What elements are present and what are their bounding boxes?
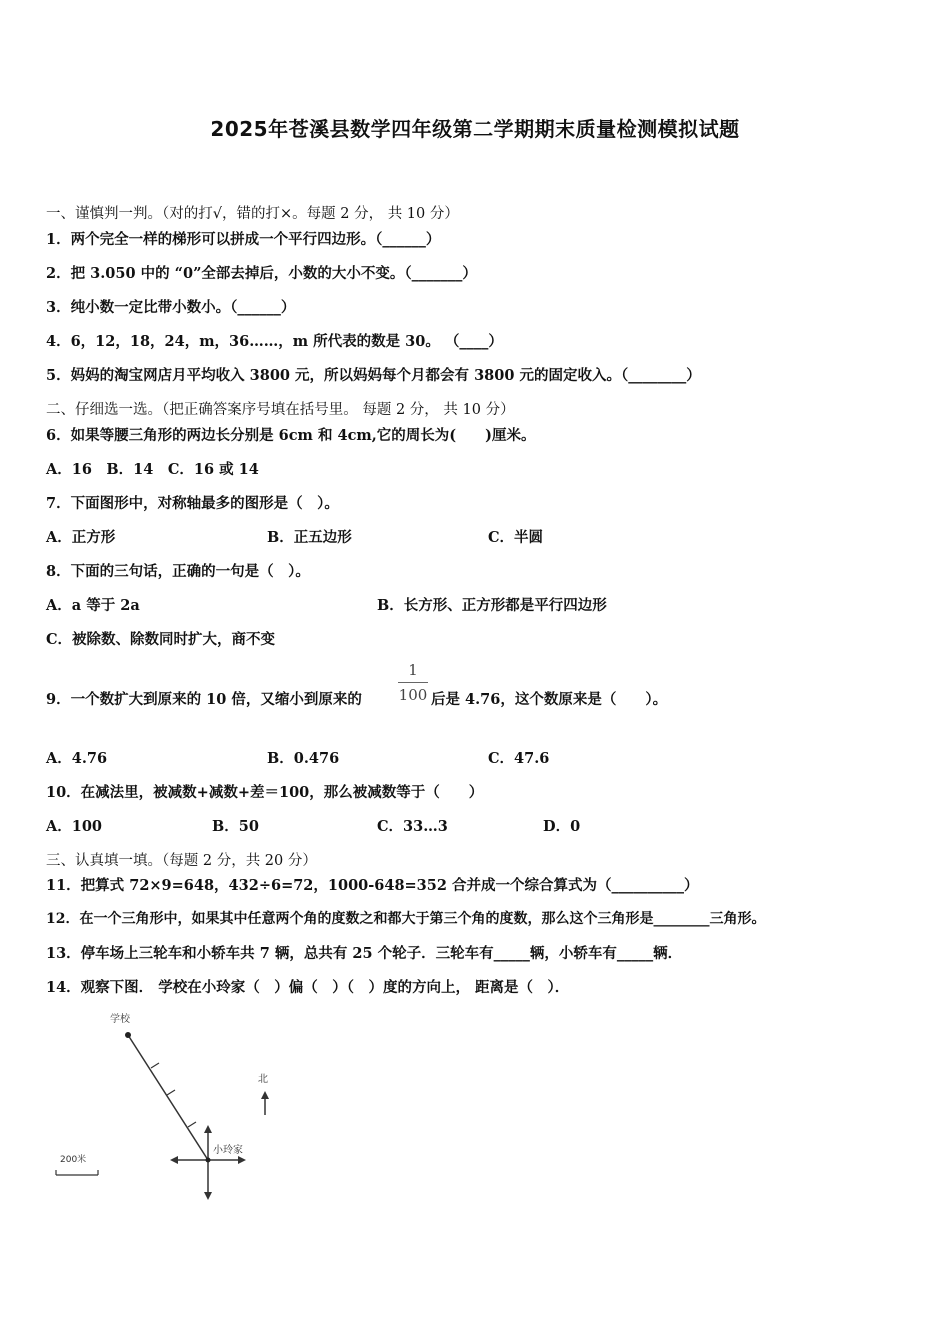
question-10-option-c: C．33…3 bbox=[377, 818, 448, 835]
fraction-bar bbox=[398, 682, 428, 683]
school-point bbox=[125, 1032, 131, 1038]
question-4: 4．6，12，18，24，m，36……，m 所代表的数是 30。 （____） bbox=[46, 333, 503, 350]
compass-arrow-north-icon bbox=[204, 1125, 212, 1133]
question-7-option-b: B．正五边形 bbox=[267, 529, 352, 546]
home-point bbox=[206, 1158, 211, 1163]
question-9-part-2: 后是 4.76，这个数原来是（ ）。 bbox=[431, 691, 668, 708]
distance-tick bbox=[188, 1122, 196, 1127]
question-10-option-a: A．100 bbox=[46, 818, 103, 835]
question-10-option-b: B．50 bbox=[212, 818, 259, 835]
question-9-part-1: 9．一个数扩大到原来的 10 倍，又缩小到原来的 bbox=[46, 691, 362, 708]
distance-tick bbox=[151, 1063, 159, 1068]
question-7: 7．下面图形中，对称轴最多的图形是（ ）。 bbox=[46, 495, 339, 512]
question-8: 8．下面的三句话，正确的一句是（ ）。 bbox=[46, 563, 310, 580]
question-3: 3．纯小数一定比带小数小。（______） bbox=[46, 299, 296, 316]
section-1-heading: 一、谨慎判一判。（对的打√，错的打×。每题 2 分， 共 10 分） bbox=[46, 206, 459, 222]
compass-arrow-east-icon bbox=[238, 1156, 246, 1164]
section-2-heading: 二、仔细选一选。（把正确答案序号填在括号里。 每题 2 分， 共 10 分） bbox=[46, 402, 515, 418]
question-9-option-b: B．0.476 bbox=[267, 750, 340, 767]
distance-tick bbox=[167, 1090, 175, 1095]
question-8-option-c: C．被除数、除数同时扩大，商不变 bbox=[46, 631, 276, 648]
north-label: 北 bbox=[258, 1074, 268, 1085]
section-3-heading: 三、认真填一填。（每题 2 分，共 20 分） bbox=[46, 853, 317, 869]
fraction-numerator: 1 bbox=[408, 661, 418, 679]
fraction-one-hundredth bbox=[398, 660, 428, 705]
home-label: 小玲家 bbox=[213, 1145, 243, 1156]
question-13: 13．停车场上三轮车和小轿车共 7 辆，总共有 25 个轮子．三轮车有_____辆，小轿车有_____辆． bbox=[46, 945, 683, 962]
question-12: 12．在一个三角形中，如果其中任意两个角的度数之和都大于第三个角的度数，那么这个三角形是________三角形。 bbox=[46, 911, 766, 927]
question-14: 14．观察下图． 学校在小玲家（ ）偏（ ）（ ）度的方向上， 距离是（ ）． bbox=[46, 979, 570, 996]
question-9-option-c: C．47.6 bbox=[488, 750, 550, 767]
question-6: 6．如果等腰三角形的两边长分别是 6cm 和 4cm,它的周长为( )厘米。 bbox=[46, 427, 536, 444]
question-7-option-c: C．半圆 bbox=[488, 529, 544, 546]
question-1: 1．两个完全一样的梯形可以拼成一个平行四边形。（______） bbox=[46, 231, 441, 248]
question-6-options: A．16 B．14 C．16 或 14 bbox=[46, 461, 259, 478]
question-7-option-a: A．正方形 bbox=[46, 529, 116, 546]
question-9-option-a: A．4.76 bbox=[46, 750, 108, 767]
question-10-option-d: D．0 bbox=[543, 818, 581, 835]
page-title: 2025年苍溪县数学四年级第二学期期末质量检测模拟试题 bbox=[210, 117, 740, 141]
question-11: 11．把算式 72×9=648，432÷6=72，1000-648=352 合并成一个综合算式为（__________） bbox=[46, 877, 699, 894]
direction-map-figure bbox=[40, 1005, 280, 1205]
question-2: 2．把 3.050 中的 “0”全部去掉后，小数的大小不变。（_______） bbox=[46, 265, 477, 282]
question-5: 5．妈妈的淘宝网店月平均收入 3800 元，所以妈妈每个月都会有 3800 元的固定收入。（________） bbox=[46, 367, 701, 384]
question-8-option-b: B．长方形、正方形都是平行四边形 bbox=[377, 597, 607, 614]
question-10: 10．在减法里，被减数+减数+差＝100，那么被减数等于（ ） bbox=[46, 784, 484, 801]
question-8-option-a: A．a 等于 2a bbox=[46, 597, 140, 614]
compass-arrow-west-icon bbox=[170, 1156, 178, 1164]
scale-label: 200米 bbox=[60, 1155, 87, 1165]
north-arrow-icon bbox=[261, 1091, 269, 1099]
compass-arrow-south-icon bbox=[204, 1192, 212, 1200]
school-home-line bbox=[128, 1035, 208, 1160]
school-label: 学校 bbox=[110, 1014, 130, 1025]
fraction-denominator: 100 bbox=[398, 686, 428, 704]
